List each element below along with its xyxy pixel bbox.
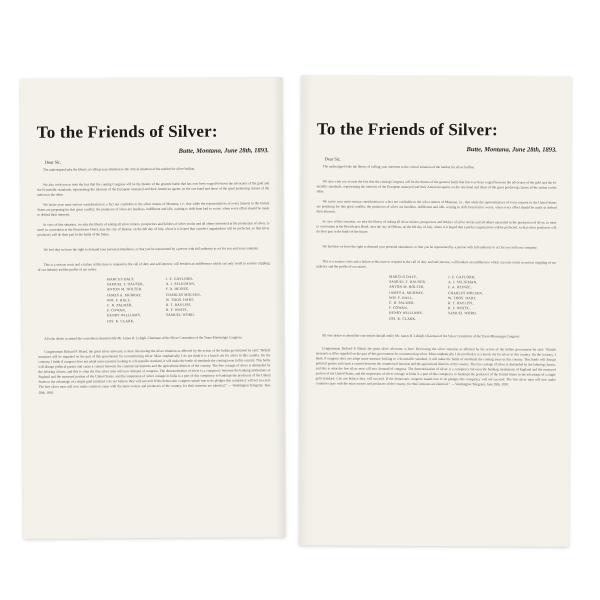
paragraph: All who desire to attend the convention should notify Mr. James B. Leliigh, Chairman of the Silver Committee of the Trans-Mississippi Congress. <box>44 335 243 341</box>
signatory-name: WM. F. HALL, <box>106 297 132 303</box>
page-fold-shadow <box>299 75 311 545</box>
signatory-name: JOS. K. CLARK, <box>107 318 135 323</box>
page-fold-shadow <box>272 77 285 537</box>
signatory-name: W. THOS. HART, <box>165 297 195 302</box>
signatory-name: F. A. HEINZE, <box>448 285 472 290</box>
signatory-name: MARCUS DALY, <box>389 274 418 279</box>
signatories <box>316 274 556 322</box>
signatory-column-right <box>448 275 483 322</box>
paragraph: We feel that we have the right to demand your personal attendance, or that you be represented by a person with full authority to act for you and your company. <box>322 244 538 250</box>
paragraph: We feel that we have the right to demand your personal attendance, or that you be represented by a person with full authority to act for you and your company. <box>43 246 259 252</box>
signatory-name: F. COWAN, <box>388 305 408 311</box>
signatory-name: MARCUS DALY, <box>106 277 135 282</box>
salutation: Dear Sir, <box>44 159 61 165</box>
document-page-left <box>20 77 285 539</box>
signatory-name: R. T. BAYLISS, <box>447 301 474 306</box>
paragraph: We invite your most serious consideration to a fact not creditable to the silver miners of Montana, i.e., that while the representatives of every interest in the United States are preparing for this great conflict, the producers of silver are heedless, indifferent and idle, waiting to drift from bad to worse, when every effort should be made to defend their interests. <box>316 199 557 214</box>
signatory-name: SAMUEL T. HAUSER, <box>389 279 427 285</box>
signatory-name: R. F. WHITE, <box>447 306 470 311</box>
signatory-name: ANTON M. HOLTER, <box>389 285 425 290</box>
dateline: Butte, Montana, June 28th, 1893. <box>466 146 557 154</box>
signatory-name: R. T. BAYLISS, <box>165 302 192 307</box>
signatory-name: A. J. SELIGMAN, <box>165 281 196 287</box>
paragraph: The undersigned take the liberty of calling your attention to the critical situation of the market for silver bullion. <box>43 166 196 172</box>
signatory-name: JAMES A. MURRAY, <box>106 292 142 297</box>
paragraph: The undersigned take the liberty of calling your attention to the critical situation of the market for silver bullion. <box>322 164 475 170</box>
signatory-name: J. E. GAYLORD, <box>165 276 194 281</box>
paragraph: This is a serious crisis and a failure at this time to respond to the call of duty and self-interest, will betoken an indifference which can only result in serious crippling of our industry and the profits of our mines. <box>316 259 557 269</box>
signatory-column-right <box>166 277 201 324</box>
signatory-name: SAMUEL WORD. <box>447 311 477 316</box>
page-title: To the Friends of Silver: <box>316 119 498 140</box>
paragraph: In view of this situation, we take the liberty of asking all silver miners, prospectors and holders of silver stocks and all others interested in the production of silver, to meet in convention at the Broadwater Hotel, near the city of Helena, on the 6th day of July, where it is hoped that a perfect organization will be perfected, so that silver producers will do their part in the battle of the future. <box>37 221 270 237</box>
paragraph: We also wish you to note the fact that the coming Congress will be the theatre of the greatest battle that has ever been waged between the advocates of the gold and the bi-metallic standards, representing the interests of the European moneyed and their American agents on the one hand and those of the great producing classes of the nation on the other. <box>37 181 270 197</box>
signatory-name: CHARLES MOLSEN, <box>165 292 201 297</box>
signatory-name: C. H. PALMER, <box>388 300 415 305</box>
signatory-name: W. THOS. HART, <box>447 295 477 301</box>
signatory-name: ANTON M. HOLTER, <box>106 287 143 292</box>
signatory-name: F. COWAN, <box>106 308 126 313</box>
signatory-name: A. J. SELIGMAN, <box>448 280 478 285</box>
signatory-name: SAMUEL WORD. <box>165 313 196 318</box>
document-page-right <box>299 75 571 546</box>
signatory-name: C. H. PALMER, <box>106 303 133 308</box>
page-content <box>315 119 557 538</box>
signatory-name: CHARLES MOLSEN, <box>448 290 484 295</box>
signatory-name: J. E. GAYLORD, <box>448 275 476 280</box>
dateline: Butte, Montana, June 28th, 1893. <box>178 147 269 155</box>
signatory-name: F. A. HEINZE, <box>165 287 190 292</box>
signatory-name: WM. F. HALL, <box>389 295 414 300</box>
page-content <box>37 121 272 531</box>
paragraph: We invite your most serious consideration to a fact not creditable to the silver miners of Montana, i.e., that while the representatives of every interest in the United States are preparing for this great conflict, the producers of silver are heedless, indifferent and idle, waiting to drift from bad to worse, when every effort should be made to defend their interests. <box>37 201 270 217</box>
signatory-name: SAMUEL T. HAUSER, <box>106 282 144 287</box>
signatory-name: HENRY WILLIAMS, <box>388 311 423 316</box>
paragraph: We also wish you to note the fact that the coming Congress will be the theatre of the greatest battle that has ever been waged between the advocates of the gold and the bi-metallic standards, representing the interests of the European moneyed and their American agents on the one hand and those of the great producing classes of the nation on the other. <box>316 179 557 194</box>
signatory-column-left <box>389 275 426 322</box>
signatory-name: HENRY WILLIAMS, <box>106 313 141 318</box>
paragraph: This is a serious crisis and a failure at this time to respond to the call of duty and self-interest, will betoken an indifference which can only result in serious crippling of our industry and the profits of our mines. <box>37 261 270 272</box>
signatory-name: JOS. K. CLARK, <box>388 316 417 321</box>
paragraph: In view of this situation, we take the liberty of asking all silver miners, prospectors and holders of silver stocks and all others interested in the production of silver, to meet in convention at the Broadwater Hotel, near the city of Helena, on the 6th day of July, where it is hoped that a perfect organization will be perfected, so that silver producers will do their part in the battle of the future. <box>316 219 557 234</box>
salutation: Dear Sir, <box>324 156 341 162</box>
paragraph: Congressman Richard P. Bland, the great silver advocate, is here. Reviewing the silver situation as affected by the action of the Indian government he said: "British measures will be regarded on the part of this government for reconstructing silver. Most emphatically I do not think it is a knock out for silver in this country. On the contrary, I think if congress does not adopt some measure looking to a bi-metallic standard, it will make the battle of standards the coming issue in this country. This battle will disrupt political parties and cause a contest between the commercial interests and the agricultural districts of the country. The free coinage of silver is demanded by the laboring classes, and this is what the free silver men will now demand of congress. The demonetization of silver is a conspiracy between the banking institutions of England and the moneyed portion of the United States, and the suspension of silver coinage in India is a part of this conspiracy to bankrupt the producers of the United States to the advantage of a single gold standard. I do not believe they will succeed. If the democratic congress stands true to its pledges this conspiracy will not succeed. The free silver men will now make common cause with the mine owners and producers of the country, for their interests are identical." — Washington Telegram, June 28th, 1893. <box>315 346 556 387</box>
signatory-name: R. F. WHITE, <box>165 307 188 313</box>
signatory-name: JAMES A. MURRAY, <box>389 290 424 295</box>
signatories <box>38 276 270 324</box>
paragraph: All who desire to attend the convention should notify Mr. James B. Leliigh, Chairman of the Silver Committee of the Trans-Mississippi Congress. <box>321 333 521 339</box>
paragraph: Congressman Richard P. Bland, the great silver advocate, is here. Reviewing the silver situation as affected by the action of the Indian government he said: "British measures will be regarded on the part of this government for reconstructing silver. Most emphatically I do not think it is a knock out for silver in this country. On the contrary, I think if congress does not adopt some measure looking to a bi-metallic standard, it will make the battle of standards the coming issue in this country. This battle will disrupt political parties and cause a contest between the commercial interests and the agricultural districts of the country. The free coinage of silver is demanded by the laboring classes, and this is what the free silver men will now demand of congress. The demonetization of silver is a conspiracy between the banking institutions of England and the moneyed portion of the United States, and the suspension of silver coinage in India is a part of this conspiracy to bankrupt the producers of the United States to the advantage of a single gold standard. I do not believe they will succeed. If the democratic congress stands true to its pledges this conspiracy will not succeed. The free silver men will now make common cause with the mine owners and producers of the country, for their interests are identical." — Washington Telegram, June 28th, 1893. <box>38 348 271 395</box>
signatory-column-left <box>107 277 144 324</box>
page-title: To the Friends of Silver: <box>36 121 218 142</box>
